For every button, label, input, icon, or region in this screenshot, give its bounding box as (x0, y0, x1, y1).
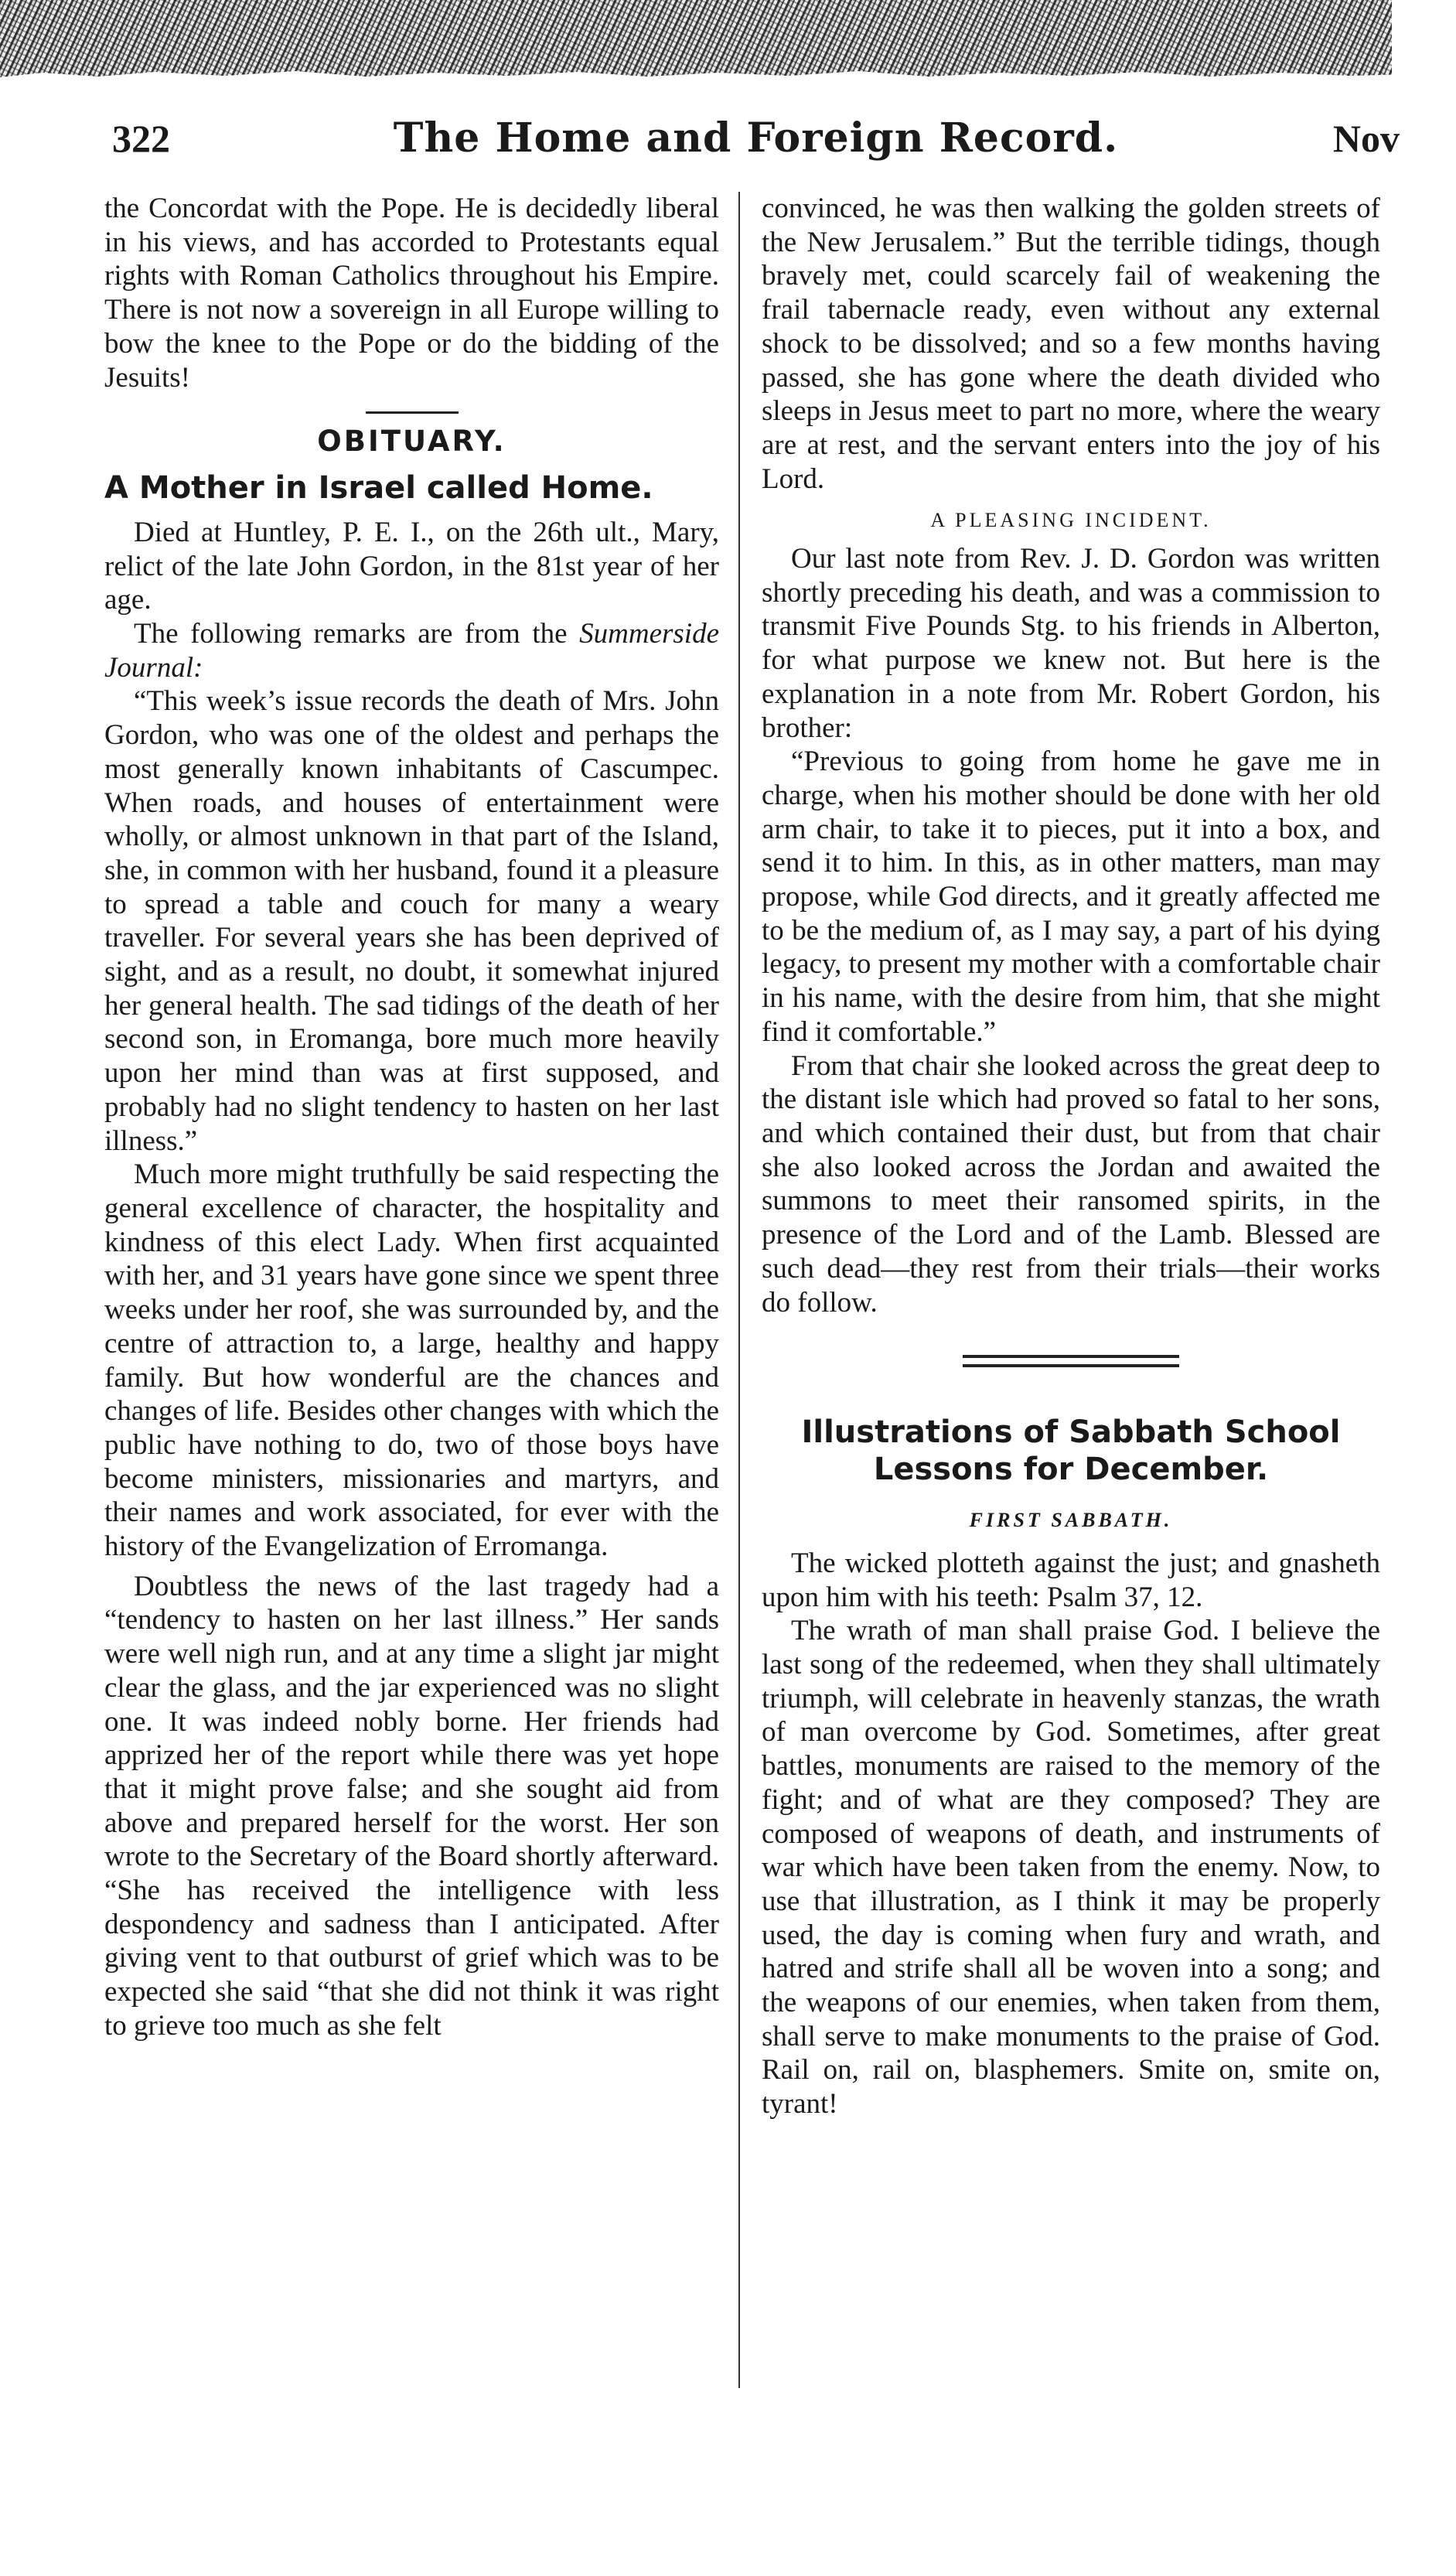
section-rule (366, 411, 459, 414)
masthead-title: The Home and Foreign Record. (393, 114, 1119, 162)
source-paragraph (104, 617, 719, 684)
obituary-paragraph: Doubtless the news of the last tragedy had a “tendency to hasten on her last illness.” Her sands were well nigh run, and at any time a slight jar might clear the glass, and the jar experienced was no slight one. It was indeed nobly borne. Her friends had apprized her of the report while there was yet hope that it might prove false; and she sought aid from above and prepared herself for the worst. Her son wrote to the Secretary of the Board shortly afterward. “She has received the intelligence with less despondency and sadness than I anticipated. After giving vent to that outburst of grief which was to be expected she said “that she did not think it was right to grieve too much as she felt (104, 1570, 719, 2042)
lesson-paragraph: The wicked plotteth against the just; and gnasheth upon him with his teeth: Psalm 37, 12. (762, 1547, 1380, 1613)
obituary-paragraph: Much more might truthfully be said respecting the general excellence of character, the hospitality and kindness of this elect Lady. When first acquainted with her, and 31 years have gone since we spent three weeks under her roof, she was surrounded by, and the centre of attraction to, a large, healthy and happy family. But how wonderful are the chances and changes of life. Besides other changes with which the public have nothing to do, two of those boys have become ministers, missionaries and martyrs, and their names and work associated, for ever with the history of the Evangelization of Erromanga. (104, 1158, 719, 1563)
left-column (104, 192, 719, 2043)
source-name: Summerside Journal: (104, 618, 719, 684)
page-number: 322 (112, 117, 170, 160)
obituary-heading: OBITUARY. (317, 425, 506, 459)
right-column (762, 192, 1380, 2121)
quote-paragraph: “This week’s issue records the death of Mrs. John Gordon, who was one of the oldest and perhaps the most generally known inhabitants of Cascumpec. When roads, and houses of entertainment were wholly, or almost unknown in that part of the Island, she, in common with her husband, found it a pleasure to spread a table and couch for many a weary traveller. For several years she has been deprived of sight, and as a result, no doubt, it somewhat injured her general health. The sad tidings of the death of her second son, in Eromanga, bore much more heavily upon her mind than was at first supposed, and probably had no slight tendency to hasten on her last illness.” (104, 685, 719, 1157)
lessons-heading: Illustrations of Sabbath School Lessons for December. (801, 1414, 1341, 1488)
column-divider (738, 192, 740, 2388)
article-heading: A Mother in Israel called Home. (104, 469, 653, 506)
continued-paragraph: convinced, he was then walking the golden streets of the New Jerusalem.” But the terrible tidings, though bravely met, could scarcely fail of weakening the frail tabernacle ready, even without any external shock to be dissolved; and so a few months having passed, she has gone where the death divided who sleeps in Jesus meet to part no more, where the weary are at rest, and the servant enters into the joy of his Lord. (762, 193, 1380, 495)
page-header (112, 116, 1400, 178)
double-rule-divider (963, 1355, 1179, 1367)
intro-paragraph: the Concordat with the Pope. He is decidedly liberal in his views, and has accorded to Protestants equal rights with Roman Catholics throughout his Empire. There is not now a sovereign in all Europe willing to bow the knee to the Pope or do the bidding of the Jesuits! (104, 193, 719, 394)
incident-paragraph: From that chair she looked across the great deep to the distant isle which had proved so fatal to her sons, and which contained their dust, but from that chair she also looked across the Jordan and awaited the summons to meet their ransomed spirits, in the presence of the Lord and of the Lamb. Blessed are such dead—they rest from their trials—their works do follow. (762, 1049, 1380, 1319)
lesson-paragraph: The wrath of man shall praise God. I believe the last song of the redeemed, when they shall ultimately triumph, will celebrate in heavenly stanzas, the wrath of man overcome by God. Sometimes, after great battles, monuments are raised to the memory of the fight; and of what are they composed? They are composed of weapons of death, and instruments of war which have been taken from the enemy. Now, to use that illustration, as I think it may be properly used, the day is coming when fury and wrath, and hatred and strife shall all be woven into a song; and the weapons of our enemies, when taken from them, shall serve to make monuments to the praise of God. Rail on, rail on, blasphemers. Smite on, smite on, tyrant! (762, 1615, 1380, 2121)
incident-heading: A PLEASING INCIDENT. (930, 509, 1212, 532)
header-month: Nov (1332, 117, 1400, 160)
obituary-paragraph: Died at Huntley, P. E. I., on the 26th ult., Mary, relict of the late John Gordon, in the 81st year of her age. (104, 516, 719, 616)
incident-paragraph: Our last note from Rev. J. D. Gordon was written shortly preceding his death, and was a commission to transmit Five Pounds Stg. to his friends in Alberton, for what purpose we knew not. But here is the explanation in a note from Mr. Robert Gordon, his brother: (762, 543, 1380, 744)
sabbath-heading: FIRST SABBATH. (969, 1509, 1173, 1532)
source-lead: The following remarks are from the (134, 618, 568, 650)
quote-paragraph: “Previous to going from home he gave me in charge, when his mother should be done with her old arm chair, to take it to pieces, put it into a box, and send it to him. In this, as in other matters, man may propose, while God directs, and it greatly affected me to be the medium of, as I may say, a part of his dying legacy, to present my mother with a comfortable chair in his name, with the desire from him, that she might find it comfortable.” (762, 746, 1380, 1048)
torn-top-edge (0, 0, 1392, 80)
